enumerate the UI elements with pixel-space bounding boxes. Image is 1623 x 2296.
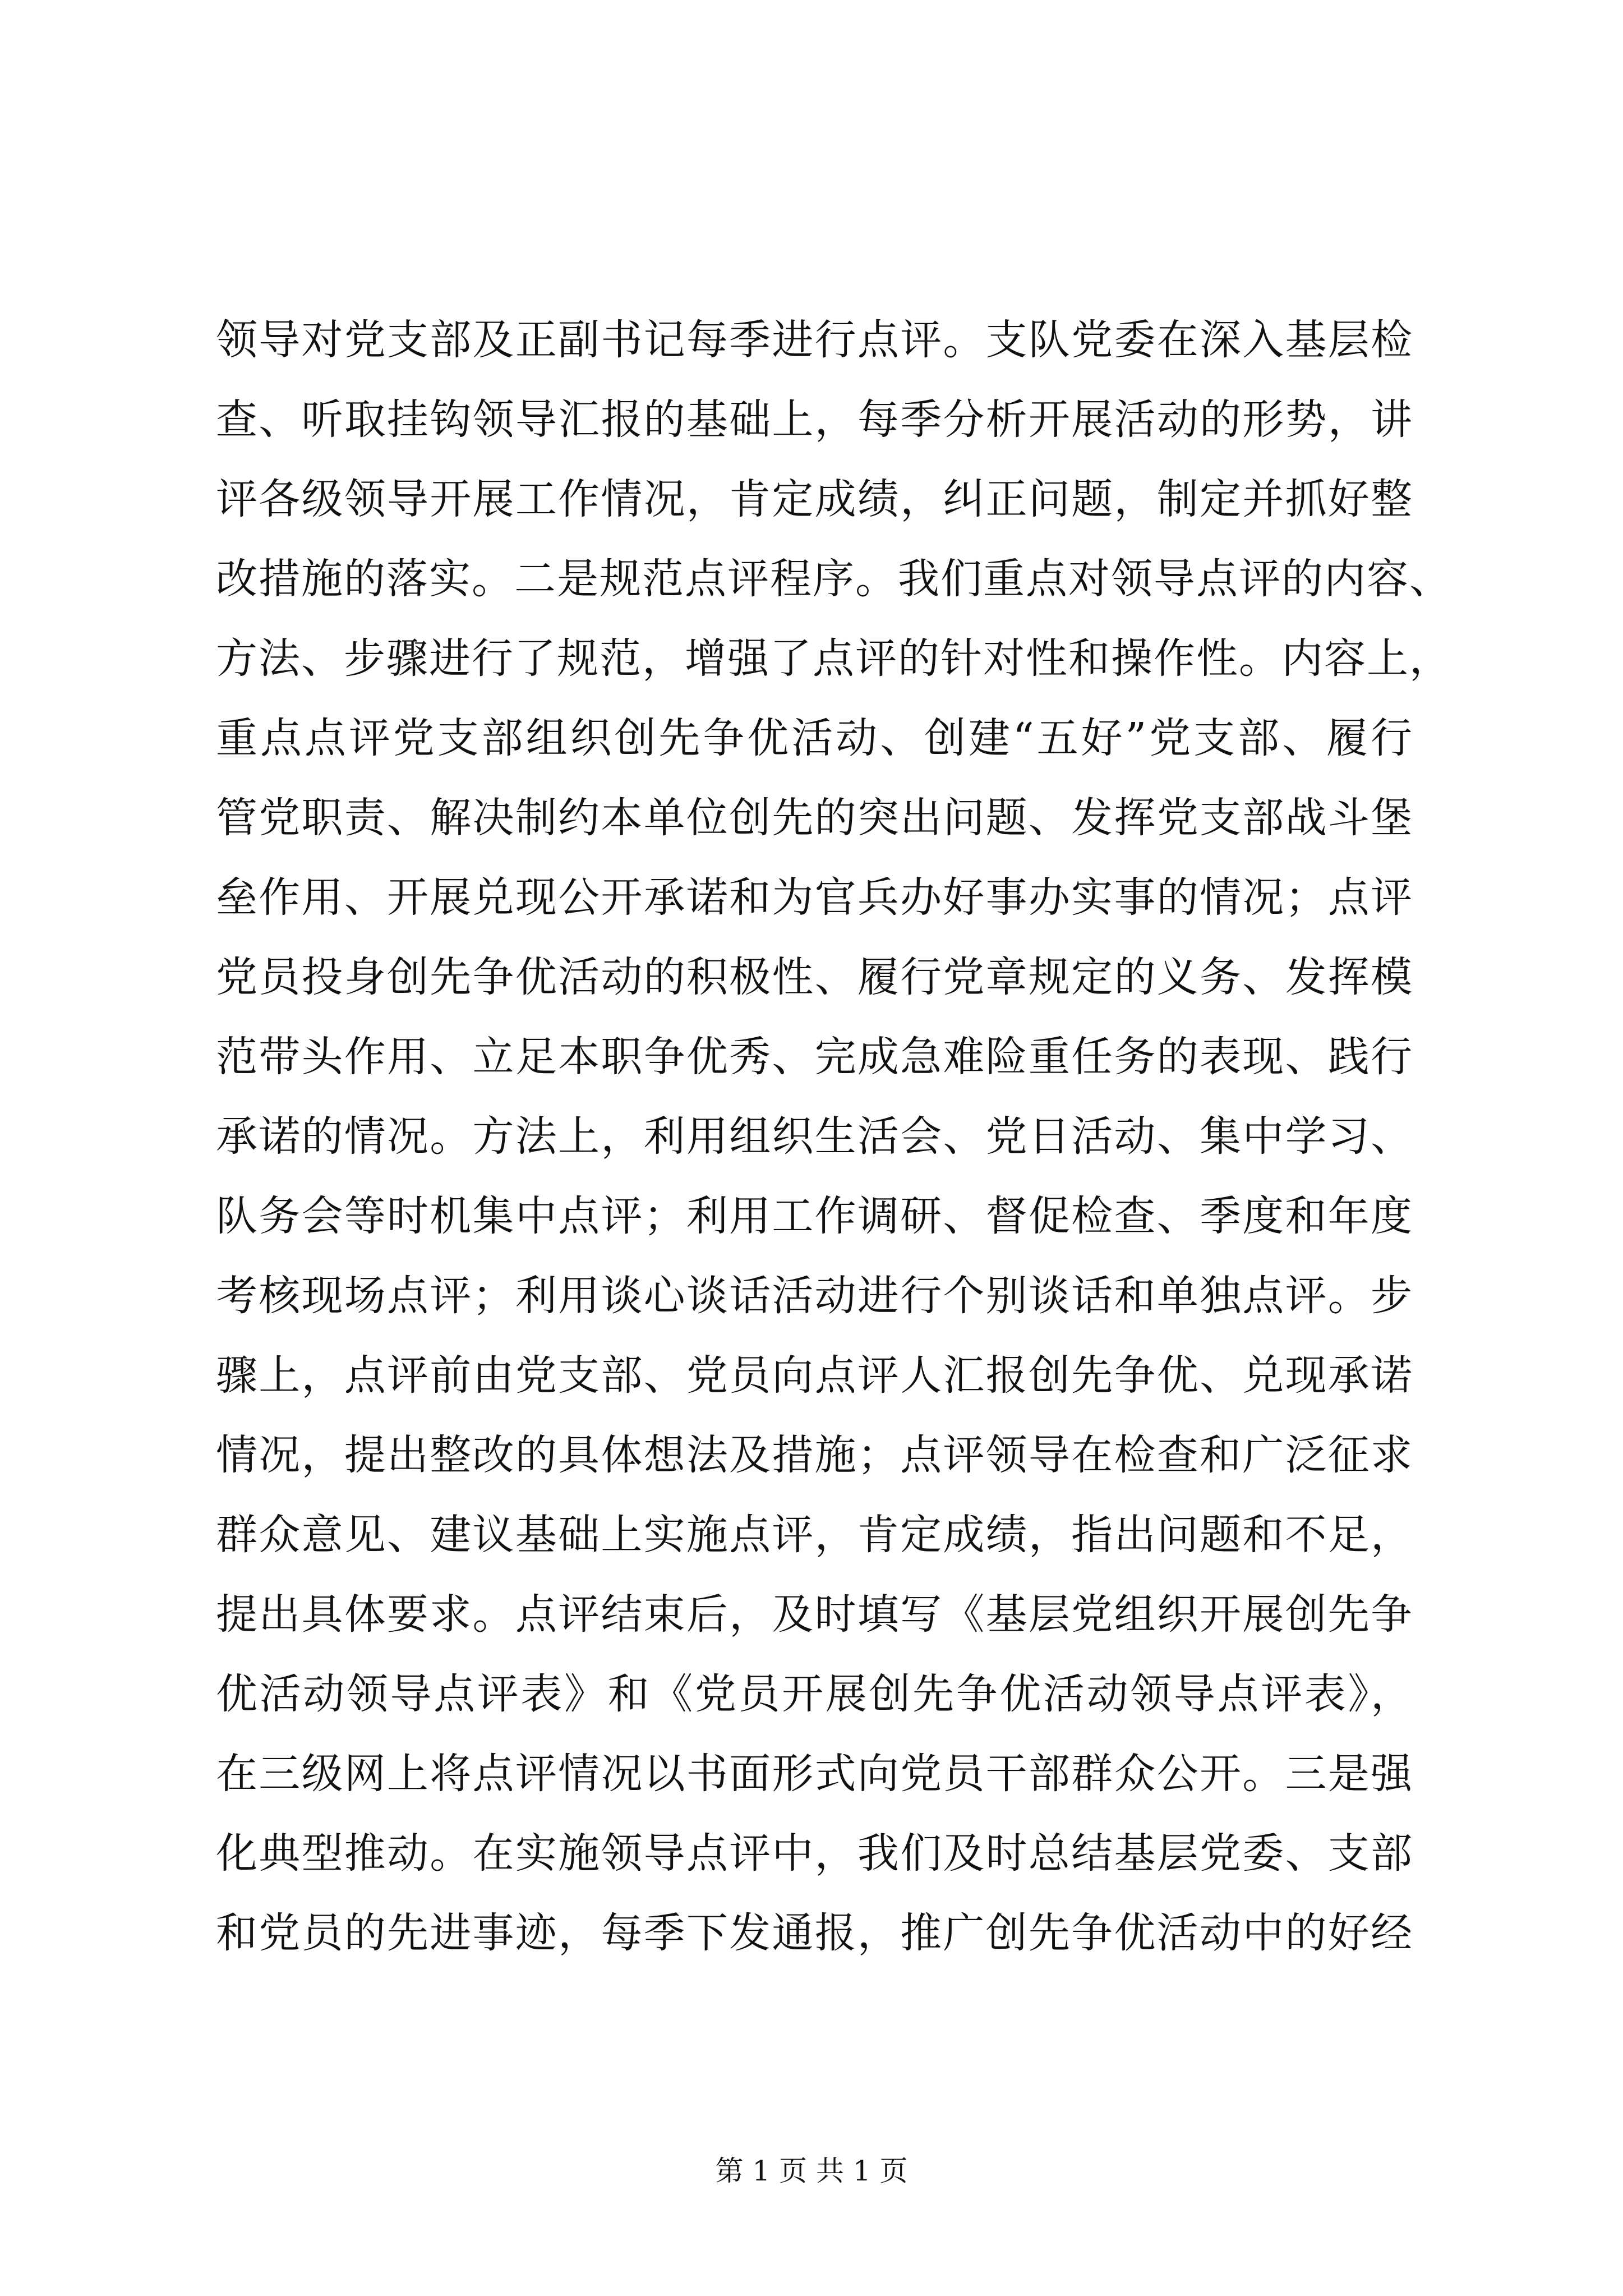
page-number-label: 第 1 页 共 1 页 (715, 2155, 908, 2187)
text-line: 群众意见、建议基础上实施点评，肯定成绩，指出问题和不足， (216, 1511, 1413, 1559)
text-line: 评各级领导开展工作情况，肯定成绩，纠正问题，制定并抓好整 (216, 475, 1413, 523)
text-line: 垒作用、开展兑现公开承诺和为官兵办好事办实事的情况；点评 (216, 873, 1413, 922)
text-line: 重点点评党支部组织创先争优活动、创建“五好”党支部、履行 (216, 714, 1413, 762)
text-line: 优活动领导点评表》和《党员开展创先争优活动领导点评表》， (216, 1670, 1413, 1718)
text-line: 改措施的落实。二是规范点评程序。我们重点对领导点评的内容、 (216, 555, 1452, 603)
text-line: 考核现场点评；利用谈心谈话活动进行个别谈话和单独点评。步 (216, 1272, 1413, 1320)
text-line: 在三级网上将点评情况以书面形式向党员干部群众公开。三是强 (216, 1750, 1413, 1798)
text-line: 承诺的情况。方法上，利用组织生活会、党日活动、集中学习、 (216, 1112, 1413, 1161)
text-line: 党员投身创先争优活动的积极性、履行党章规定的义务、发挥模 (216, 953, 1413, 1001)
page-footer (0, 2151, 1623, 2191)
text-line: 和党员的先进事迹，每季下发通报，推广创先争优活动中的好经 (216, 1909, 1413, 1957)
text-line: 提出具体要求。点评结束后，及时填写《基层党组织开展创先争 (216, 1590, 1413, 1639)
text-line: 方法、步骤进行了规范，增强了点评的针对性和操作性。内容上， (216, 634, 1452, 683)
text-line: 管党职责、解决制约本单位创先的突出问题、发挥党支部战斗堡 (216, 794, 1413, 842)
text-line: 队务会等时机集中点评；利用工作调研、督促检查、季度和年度 (216, 1192, 1413, 1240)
text-line: 情况，提出整改的具体想法及措施；点评领导在检查和广泛征求 (216, 1431, 1413, 1479)
text-line: 骤上，点评前由党支部、党员向点评人汇报创先争优、兑现承诺 (216, 1351, 1413, 1400)
text-line: 范带头作用、立足本职争优秀、完成急难险重任务的表现、践行 (216, 1033, 1413, 1081)
body-text (216, 300, 1452, 1973)
text-line: 领导对党支部及正副书记每季进行点评。支队党委在深入基层检 (216, 316, 1413, 364)
text-line: 查、听取挂钩领导汇报的基础上，每季分析开展活动的形势，讲 (216, 395, 1413, 444)
text-line: 化典型推动。在实施领导点评中，我们及时总结基层党委、支部 (216, 1829, 1413, 1878)
